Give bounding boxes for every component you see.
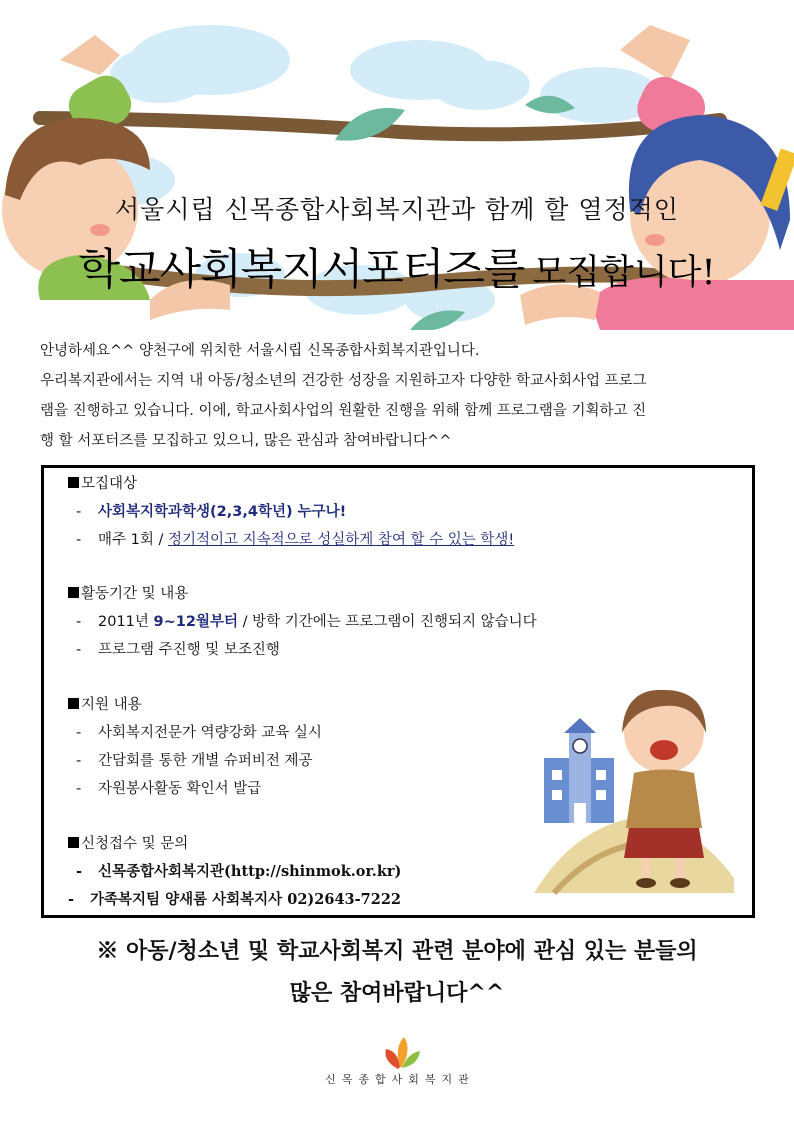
recruit-section [68, 470, 514, 554]
intro-paragraph-2-line-2: 램을 진행하고 있습니다. 이에, 학교사회사업의 원활한 진행을 위해 함께 프로그램을 기획하고 진 [40, 403, 647, 419]
dash-bullet: - [68, 891, 75, 908]
heading-main-suffix: 모집합니다! [532, 253, 716, 293]
student-school-illustration [534, 678, 734, 898]
activity-item-1 [68, 608, 537, 636]
support-section [68, 691, 322, 803]
organization-logo [300, 1035, 500, 1095]
support-title [68, 691, 322, 719]
recruit-item-2-prefix: 매주 1회 / [98, 532, 168, 548]
intro-paragraph-2-line-1: 우리복지관에서는 지역 내 아동/청소년의 건강한 성장을 지원하고자 다양한 학교사회사업 프로그 [40, 373, 647, 389]
contact-section [68, 830, 401, 914]
contact-title-text: 신청접수 및 문의 [81, 836, 189, 852]
dash-bullet: - [76, 504, 82, 520]
activity-item-1-period: 9~12월부터 [153, 614, 238, 630]
square-bullet-icon [68, 698, 79, 709]
leaf-logo-icon [378, 1035, 422, 1071]
closing-line-2: 많은 참여바랍니다^^ [289, 980, 505, 1006]
dash-bullet: - [76, 614, 82, 630]
activity-title-text: 활동기간 및 내용 [81, 586, 189, 602]
recruit-item-1-text: 사회복지학과학생(2,3,4학년) 누구나! [98, 504, 347, 520]
activity-item-1-prefix: 2011년 [98, 614, 154, 630]
recruit-title-text: 모집대상 [81, 476, 138, 492]
support-title-text: 지원 내용 [81, 697, 142, 713]
intro-text [40, 336, 760, 456]
contact-phone: 가족복지팀 양새롬 사회복지사 02)2643-7222 [90, 891, 402, 908]
activity-title [68, 580, 537, 608]
square-bullet-icon [68, 477, 79, 488]
square-bullet-icon [68, 587, 79, 598]
dash-bullet: - [76, 753, 82, 769]
dash-bullet: - [76, 642, 82, 658]
school-building-icon [544, 718, 614, 823]
contact-item-2 [60, 886, 401, 914]
support-item [68, 719, 322, 747]
recruit-item-2 [68, 526, 514, 554]
support-item [68, 775, 322, 803]
dash-bullet: - [76, 863, 83, 880]
dash-bullet: - [76, 781, 82, 797]
heading-line-2 [0, 236, 794, 297]
support-item-text: 자원봉사활동 확인서 발급 [98, 781, 262, 797]
heading-line-1: 서울시립 신목종합사회복지관과 함께 할 열정적인 [115, 195, 679, 224]
contact-item-1 [68, 858, 401, 886]
support-item-text: 간담회를 통한 개별 슈퍼비전 제공 [98, 753, 313, 769]
activity-item-2 [68, 636, 537, 664]
activity-item-1-suffix: / 방학 기간에는 프로그램이 진행되지 않습니다 [237, 614, 537, 630]
activity-item-2-text: 프로그램 주진행 및 보조진행 [98, 642, 280, 658]
banner-illustration [0, 0, 794, 330]
contact-title [68, 830, 401, 858]
square-bullet-icon [68, 837, 79, 848]
contact-website: 신목종합사회복지관(http://shinmok.or.kr) [98, 863, 402, 880]
dash-bullet: - [76, 725, 82, 741]
dash-bullet: - [76, 532, 82, 548]
logo-text: 신목종합사회복지관 [325, 1073, 475, 1086]
intro-paragraph-2-line-3: 행 할 서포터즈를 모집하고 있으니, 많은 관심과 참여바랍니다^^ [40, 433, 452, 449]
support-item [68, 747, 322, 775]
support-item-text: 사회복지전문가 역량강화 교육 실시 [98, 725, 322, 741]
recruit-item-2-highlight: 정기적이고 지속적으로 성실하게 참여 할 수 있는 학생! [167, 532, 515, 548]
intro-paragraph-1: 안녕하세요^^ 양천구에 위치한 서울시립 신목종합사회복지관입니다. [40, 343, 480, 359]
closing-message [0, 930, 794, 1014]
recruit-title [68, 470, 514, 498]
closing-line-1: ※ 아동/청소년 및 학교사회복지 관련 분야에 관심 있는 분들의 [96, 938, 698, 964]
recruit-item-1 [68, 498, 514, 526]
activity-section [68, 580, 537, 664]
heading-main-title: 학교사회복지서포터즈를 [78, 245, 525, 295]
info-box [41, 465, 755, 918]
